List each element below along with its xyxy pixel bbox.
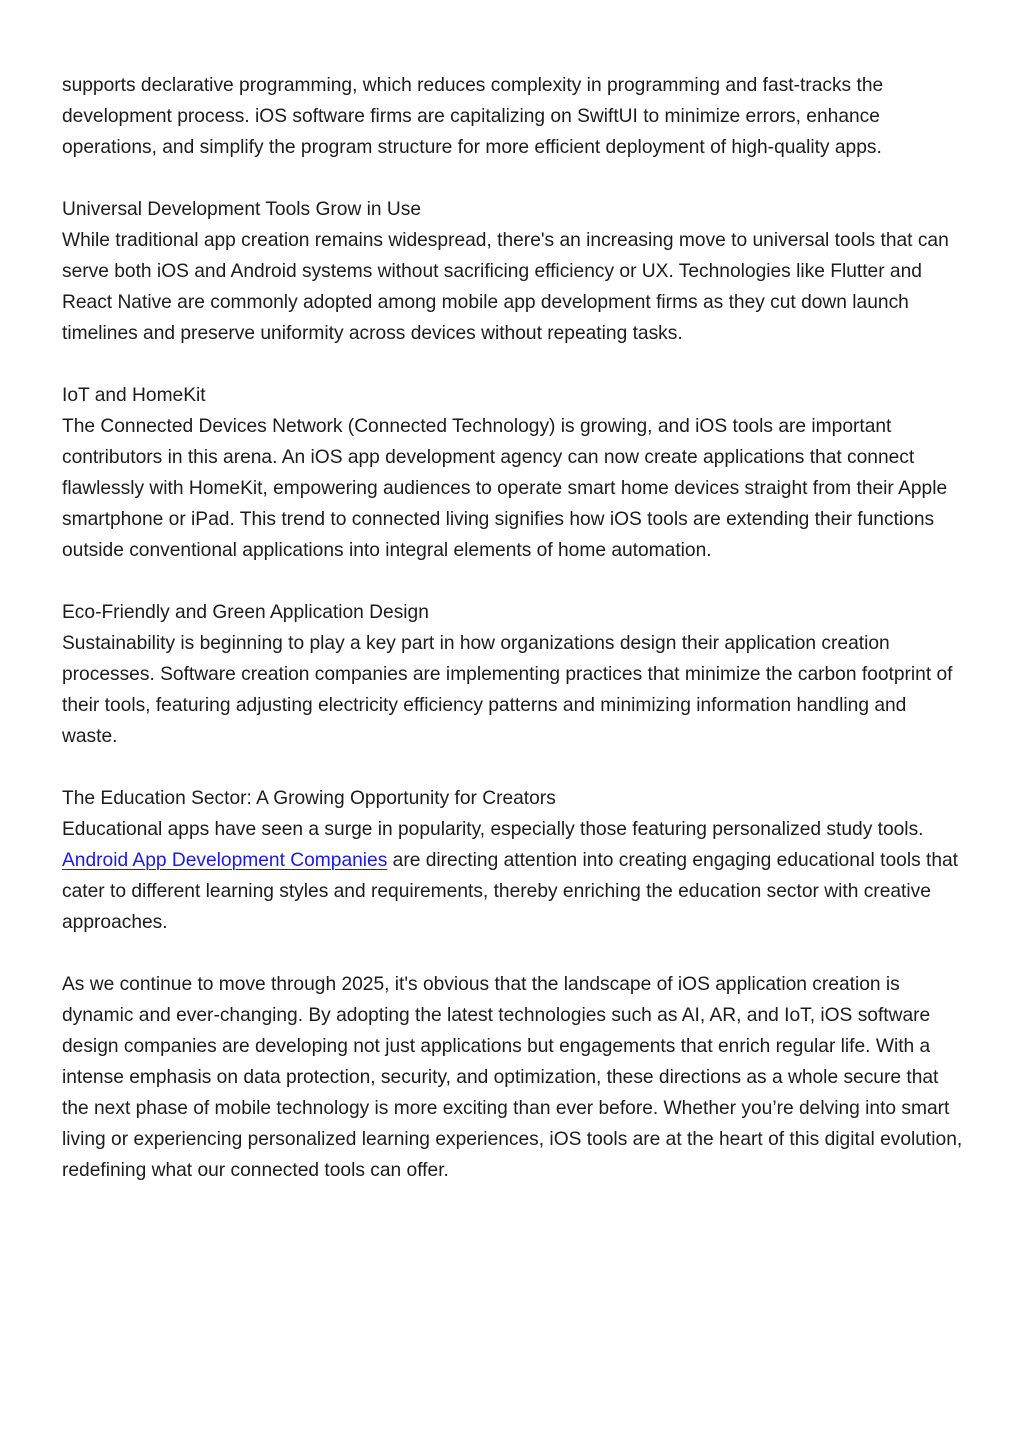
section-education <box>62 783 967 938</box>
section-body: While traditional app creation remains widespread, there's an increasing move to universal tools that can serve both iOS and Android systems without sacrificing efficiency or UX. Technologies like Flutter and React Native are commonly adopted among mobile app development firms as they cut down launch timelines and preserve uniformity across devices without repeating tasks. <box>62 230 949 344</box>
section-body-text-after-link: are directing attention into creating engaging educational tools that cater to different learning styles and requirements, thereby enriching the education sector with creative approaches. <box>62 850 959 933</box>
section-heading: IoT and HomeKit <box>62 385 206 406</box>
section-body <box>62 814 967 938</box>
intro-paragraph-block <box>62 70 967 163</box>
section-heading: Universal Development Tools Grow in Use <box>62 199 422 220</box>
android-app-development-companies-link[interactable]: Android App Development Companies <box>62 850 388 871</box>
section-body: The Connected Devices Network (Connected Technology) is growing, and iOS tools are important contributors in this arena. An iOS app development agency can now create applications that connect flawlessly with HomeKit, empowering audiences to operate smart home devices straight from their Apple smartphone or iPad. This trend to connected living signifies how iOS tools are extending their functions outside conventional applications into integral elements of home automation. <box>62 416 948 561</box>
intro-paragraph: supports declarative programming, which reduces complexity in programming and fast-tracks the development process. iOS software firms are capitalizing on SwiftUI to minimize errors, enhance operations, and simplify the program structure for more efficient deployment of high-quality apps. <box>62 75 884 158</box>
conclusion-paragraph-block <box>62 969 967 1186</box>
section-iot-homekit <box>62 380 967 566</box>
section-body-text-before-link: Educational apps have seen a surge in popularity, especially those featuring personalized study tools. <box>62 819 924 840</box>
section-heading: The Education Sector: A Growing Opportunity for Creators <box>62 788 556 809</box>
section-universal-tools <box>62 194 967 349</box>
section-body: Sustainability is beginning to play a key part in how organizations design their application creation processes. Software creation companies are implementing practices that minimize the carbon footprint of their tools, featuring adjusting electricity efficiency patterns and minimizing information handling and waste. <box>62 633 953 747</box>
section-heading: Eco-Friendly and Green Application Design <box>62 602 429 623</box>
document-page <box>62 70 967 1217</box>
conclusion-paragraph: As we continue to move through 2025, it's obvious that the landscape of iOS application creation is dynamic and ever-changing. By adopting the latest technologies such as AI, AR, and IoT, iOS software design companies are developing not just applications but engagements that enrich regular life. With a intense emphasis on data protection, security, and optimization, these directions as a whole secure that the next phase of mobile technology is more exciting than ever before. Whether you’re delving into smart living or experiencing personalized learning experiences, iOS tools are at the heart of this digital evolution, redefining what our connected tools can offer. <box>62 974 963 1181</box>
section-eco-friendly <box>62 597 967 752</box>
